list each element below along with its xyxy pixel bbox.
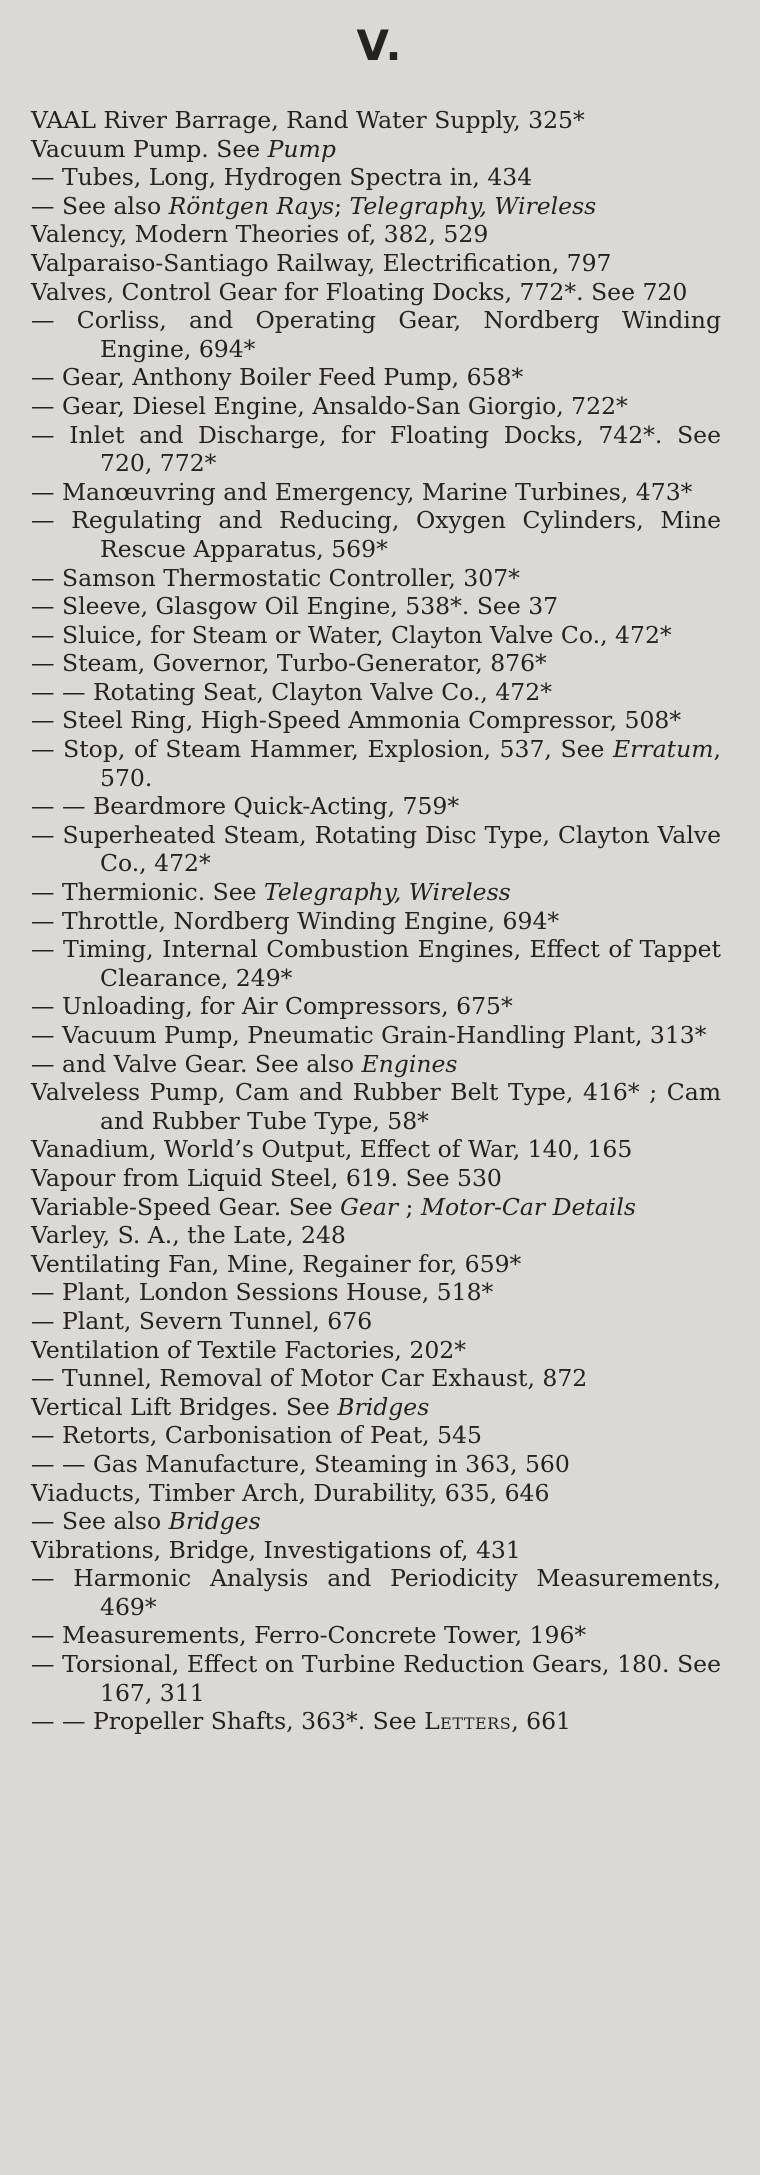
index-entry (31, 1393, 721, 1422)
index-entry (31, 1421, 721, 1450)
index-entry (31, 1250, 721, 1279)
entry-text: Gas Manufacture, Steaming in 363, 560 (92, 1449, 570, 1478)
entry-text: Plant, London Sessions House, 518* (61, 1278, 494, 1307)
index-entry (31, 592, 721, 621)
index-entry (31, 1135, 721, 1164)
entry-text: Superheated Steam, Rotating Disc Type, Clayton Valve Co., 472* (62, 820, 721, 878)
index-entry (31, 220, 721, 249)
entry-dash: — (31, 906, 62, 935)
section-heading: V. (356, 21, 404, 70)
entry-dash: — (31, 878, 62, 907)
index-entry (31, 1164, 721, 1193)
entry-text: , 570. (100, 735, 721, 792)
entry-text: Propeller Shafts, 363*. See (92, 1707, 425, 1736)
entry-text: Steel Ring, High-Speed Ammonia Compressor, 508* (61, 706, 682, 735)
index-entry (31, 1564, 721, 1621)
entry-dash: — (31, 163, 62, 192)
entry-dash: — (31, 191, 62, 220)
entry-dash: — (31, 592, 62, 621)
entry-text: Vibrations, Bridge, Investigations of, 431 (31, 1535, 521, 1564)
index-entry (31, 249, 721, 278)
entry-text: Gear, Diesel Engine, Ansaldo-San Giorgio, 722* (61, 391, 628, 420)
entry-text: Beardmore Quick-Acting, 759* (92, 792, 460, 821)
entry-dash: — (31, 1306, 62, 1335)
entry-dash: — (31, 649, 62, 678)
entry-italic-text: Telegraphy, Wireless (264, 878, 511, 907)
index-entries (31, 106, 721, 1736)
entry-text: Plant, Severn Tunnel, 676 (61, 1306, 373, 1335)
entry-dash: — — (31, 792, 93, 821)
entry-text: Ventilating Fan, Mine, Regainer for, 659* (31, 1249, 522, 1278)
index-entry (31, 792, 721, 821)
entry-text: Sluice, for Steam or Water, Clayton Valve Co., 472* (61, 620, 672, 649)
index-entry (31, 1307, 721, 1336)
index-entry (31, 478, 721, 507)
entry-italic-text: Pump (267, 134, 336, 163)
entry-text: VAAL River Barrage, Rand Water Supply, 325* (31, 106, 585, 134)
entry-italic-text: Bridges (337, 1392, 430, 1421)
entry-italic-text: Telegraphy, Wireless (349, 191, 597, 220)
entry-text: See also (61, 191, 169, 220)
index-entry (31, 1450, 721, 1479)
entry-text: Steam, Governor, Turbo-Generator, 876* (61, 649, 547, 678)
entry-text: Rotating Seat, Clayton Valve Co., 472* (92, 677, 552, 706)
index-entry (31, 1707, 721, 1736)
index-entry (31, 1364, 721, 1393)
index-entry (31, 1536, 721, 1565)
entry-dash: — (31, 1507, 62, 1536)
entry-dash: — (31, 620, 62, 649)
entry-text: Torsional, Effect on Turbine Reduction Gears, 180. See 167, 311 (62, 1650, 721, 1707)
index-entry (31, 192, 721, 221)
entry-text: Ventilation of Textile Factories, 202* (31, 1335, 466, 1364)
index-entry (31, 1193, 721, 1222)
entry-italic-text: Engines (361, 1049, 458, 1078)
entry-dash: — — (31, 677, 93, 706)
entry-text: Valveless Pump, Cam and Rubber Belt Type, 416* ; Cam and Rubber Tube Type, 58* (31, 1078, 721, 1135)
index-entry (31, 564, 721, 593)
entry-dash: — (31, 706, 62, 735)
entry-text: Vacuum Pump. See (31, 134, 268, 163)
index-entry (31, 706, 721, 735)
entry-dash: — — (31, 1707, 93, 1736)
index-entry (31, 878, 721, 907)
index-entry (31, 106, 721, 135)
entry-text: Valency, Modern Theories of, 382, 529 (31, 220, 489, 249)
entry-text: Variable-Speed Gear. See (31, 1192, 341, 1221)
entry-dash: — (31, 506, 72, 535)
index-entry (31, 421, 721, 478)
index-entry (31, 907, 721, 936)
entry-text: Samson Thermostatic Controller, 307* (61, 563, 520, 592)
entry-text: Stop, of Steam Hammer, Explosion, 537, See (63, 735, 614, 764)
index-entry (31, 678, 721, 707)
entry-dash: — (31, 1021, 62, 1049)
entry-dash: — (31, 1564, 74, 1593)
entry-text: , 661 (511, 1707, 571, 1736)
index-entry (31, 1336, 721, 1365)
entry-text: Tubes, Long, Hydrogen Spectra in, 434 (61, 163, 533, 192)
entry-text: Timing, Internal Combustion Engines, Effect of Tappet Clearance, 249* (62, 935, 721, 992)
entry-dash: — (31, 1049, 62, 1078)
index-entry (31, 621, 721, 650)
entry-dash: — (31, 477, 62, 506)
index-entry (31, 1021, 721, 1050)
entry-text: and Valve Gear. See also (61, 1049, 362, 1078)
entry-text: Thermionic. See (61, 878, 265, 907)
entry-dash: — (31, 992, 62, 1021)
entry-text: Letters (424, 1707, 512, 1736)
index-entry (31, 506, 721, 563)
entry-italic-text: Röntgen Rays (168, 191, 335, 220)
index-entry (31, 935, 721, 992)
index-entry (31, 306, 721, 363)
entry-text: Vapour from Liquid Steel, 619. See 530 (31, 1163, 502, 1192)
entry-text: Unloading, for Air Compressors, 675* (61, 992, 513, 1021)
entry-dash: — (31, 391, 62, 420)
entry-dash: — (31, 820, 63, 849)
entry-text: Harmonic Analysis and Periodicity Measurements, 469* (73, 1564, 721, 1621)
index-entry (31, 163, 721, 192)
entry-text: Sleeve, Glasgow Oil Engine, 538*. See 37 (61, 592, 559, 621)
entry-text: Measurements, Ferro-Concrete Tower, 196* (61, 1621, 587, 1650)
index-entry (31, 649, 721, 678)
entry-text: Valparaiso-Santiago Railway, Electrification, 797 (31, 248, 612, 277)
entry-dash: — (31, 1364, 62, 1393)
entry-italic-text: Erratum (613, 735, 714, 764)
entry-dash: — (31, 563, 62, 592)
index-entry (31, 1507, 721, 1536)
entry-text: Corliss, and Operating Gear, Nordberg Winding Engine, 694* (76, 306, 721, 363)
index-entry (31, 363, 721, 392)
index-entry (31, 1479, 721, 1508)
index-entry (31, 821, 721, 878)
entry-dash: — (31, 935, 63, 964)
entry-text: Viaducts, Timber Arch, Durability, 635, 646 (31, 1478, 550, 1507)
entry-dash: — (31, 363, 62, 392)
entry-italic-text: Gear (340, 1192, 399, 1221)
index-entry (31, 1050, 721, 1079)
entry-text: Inlet and Discharge, for Floating Docks, 742*. See 720, 772* (69, 420, 721, 478)
index-entry (31, 135, 721, 164)
entry-text: See also (61, 1507, 169, 1536)
entry-text: Manœuvring and Emergency, Marine Turbines, 473* (61, 477, 693, 506)
entry-italic-text: Motor-Car Details (420, 1192, 636, 1221)
entry-text: Tunnel, Removal of Motor Car Exhaust, 872 (61, 1364, 588, 1393)
entry-text: Valves, Control Gear for Floating Docks, 772*. See 720 (31, 277, 688, 306)
index-entry (31, 992, 721, 1021)
entry-text: Varley, S. A., the Late, 248 (31, 1221, 346, 1250)
entry-text: Gear, Anthony Boiler Feed Pump, 658* (61, 363, 524, 392)
index-entry (31, 1621, 721, 1650)
index-entry (31, 392, 721, 421)
index-entry (31, 1078, 721, 1135)
index-entry (31, 1278, 721, 1307)
entry-text: Vertical Lift Bridges. See (31, 1392, 338, 1421)
index-entry (31, 735, 721, 792)
index-entry (31, 278, 721, 307)
entry-text: ; (334, 191, 350, 220)
entry-text: Retorts, Carbonisation of Peat, 545 (61, 1421, 482, 1450)
entry-dash: — (31, 1278, 62, 1307)
entry-text: Vanadium, World’s Output, Effect of War, 140, 165 (31, 1135, 633, 1164)
entry-text: Throttle, Nordberg Winding Engine, 694* (61, 906, 560, 935)
index-entry (31, 1221, 721, 1250)
entry-text: Vacuum Pump, Pneumatic Grain-Handling Plant, 313* (61, 1021, 707, 1049)
entry-dash: — (31, 1650, 63, 1679)
entry-dash: — (31, 1621, 62, 1650)
entry-dash: — (31, 1421, 62, 1450)
entry-dash: — (31, 735, 64, 764)
entry-dash: — (31, 306, 77, 335)
entry-dash: — (31, 420, 70, 449)
entry-text: Regulating and Reducing, Oxygen Cylinders, Mine Rescue Apparatus, 569* (71, 506, 721, 563)
entry-dash: — — (31, 1449, 93, 1478)
index-entry (31, 1650, 721, 1707)
entry-text: ; (398, 1192, 421, 1221)
entry-italic-text: Bridges (168, 1507, 261, 1536)
